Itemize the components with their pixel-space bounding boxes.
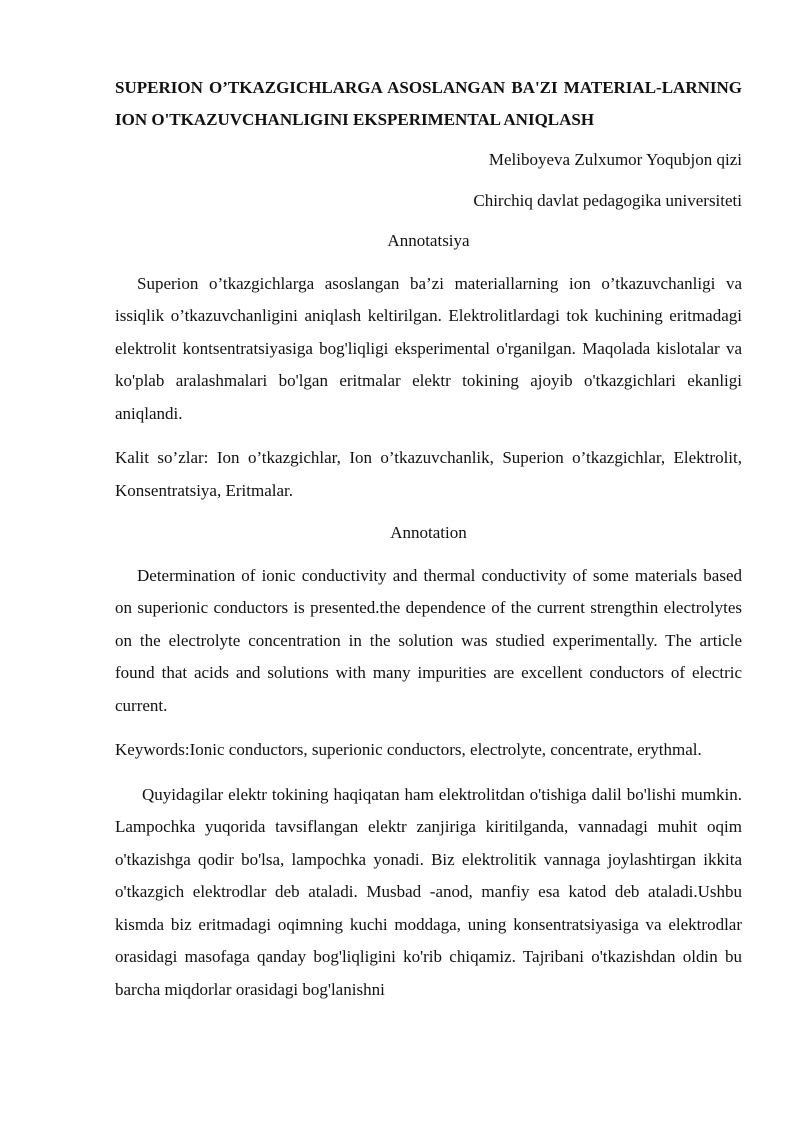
annotatsiya-heading: Annotatsiya: [387, 231, 470, 250]
body-paragraph: Quyidagilar elektr tokining haqiqatan ham elektrolitdan o'tishiga dalil bo'lishi mumkin. Lampochka yuqorida tavsiflangan elektr zanjiriga kiritilganda, vannadagi muhit oqim o'tkazishga qodir bo'lsa, lampochka yonadi. Biz elektrolitik vannaga joylashtirgan ikkita o'tkazgich elektrodlar deb ataladi. Musbad -anod, manfiy esa katod deb ataladi.Ushbu kismda biz eritmadagi oqimning kuchi moddaga, uning konsentratsiyasiga va elektrodlar orasidagi masofaga qanday bog'liqligini ko'rib chiqamiz. Tajribani o'tkazishdan oldin bu barcha miqdorlar orasidagi bog'lanishni: [115, 784, 742, 999]
kalit-sozlar: Kalit so’zlar: Ion o’tkazgichlar, Ion o’tkazuvchanlik, Superion o’tkazgichlar, Elektrolit, Konsentratsiya, Eritmalar.: [115, 448, 742, 500]
author-name: Meliboyeva Zulxumor Yoqubjon qizi: [488, 150, 742, 169]
annotatsiya-text: Superion o’tkazgichlarga asoslangan ba’zi materiallarning ion o’tkazuvchanligi va issiqlik o’tkazuvchanligini aniqlash keltirilgan. Elektrolitlardagi tok kuchining eritmadagi elektrolit kontsentratsiyasiga bog'liqligi eksperimental o'rganilgan. Maqolada kislotalar va ko'plab aralashmalari bo'lgan eritmalar elektr tokining ajoyib o'tkazgichlari ekanligi aniqlandi.: [115, 273, 742, 423]
keywords: Keywords:Ionic conductors, superionic conductors, electrolyte, concentrate, erythmal.: [115, 740, 702, 759]
paper-title: SUPERION O’TKAZGICHLARGA ASOSLANGAN BA'ZI MATERIAL-LARNING ION O'TKAZUVCHANLIGINI EKSPERIMENTAL ANIQLASH: [115, 78, 742, 129]
annotation-text: Determination of ionic conductivity and thermal conductivity of some materials based on superionic conductors is presented.the dependence of the current strengthin electrolytes on the electrolyte concentration in the solution was studied experimentally. The article found that acids and solutions with many impurities are excellent conductors of electric current.: [115, 565, 742, 715]
author-affiliation: Chirchiq davlat pedagogika universiteti: [473, 190, 742, 210]
annotation-heading: Annotation: [390, 523, 467, 542]
paper-page: [115, 70, 742, 1006]
